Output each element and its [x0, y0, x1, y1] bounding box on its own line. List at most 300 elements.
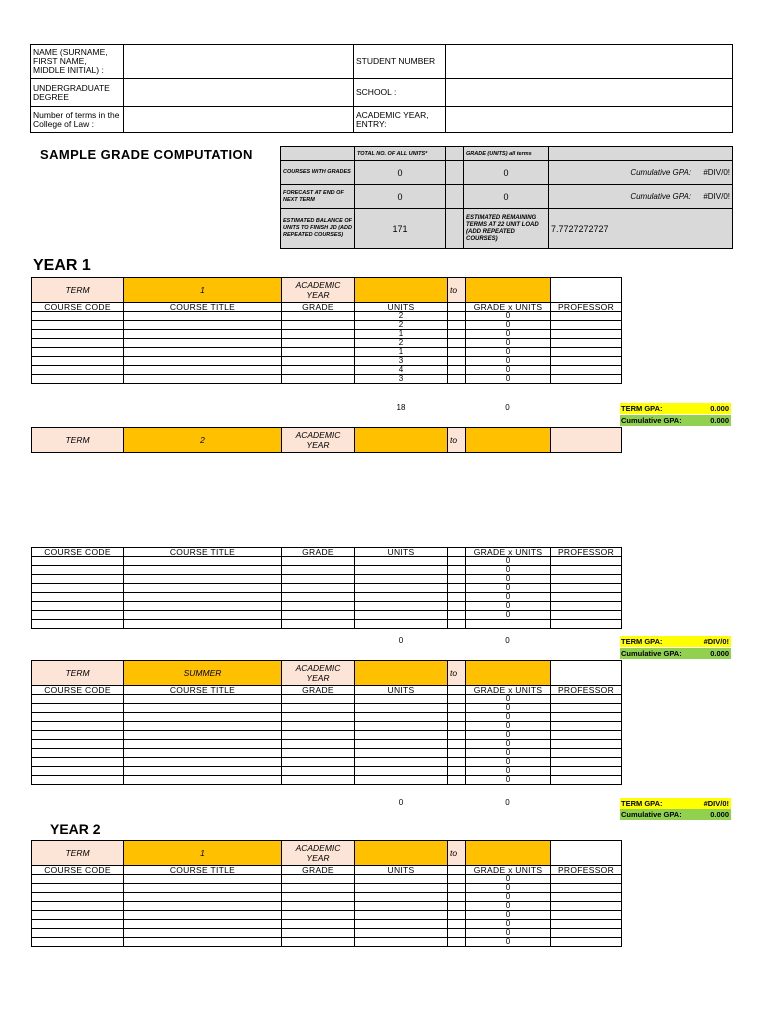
y2t1-ay-to[interactable]	[466, 841, 551, 866]
y1s-grade-cell[interactable]	[282, 731, 355, 740]
y1s-gxu-cell: 0	[466, 758, 551, 767]
y2t1-grade-cell[interactable]	[282, 938, 355, 947]
y2t1-professor-cell[interactable]	[551, 893, 622, 902]
y1s-professor-cell[interactable]	[551, 731, 622, 740]
y1t1-units-cell: 2	[355, 339, 448, 348]
y1t2-course-code-cell[interactable]	[32, 566, 124, 575]
balance-units-value: 171	[355, 209, 446, 249]
y1t2-ay-label: ACADEMIC YEAR	[282, 428, 355, 453]
y1s-total-units: 0	[398, 798, 404, 807]
y1t1-professor-cell[interactable]	[551, 312, 622, 321]
y2t1-professor-cell[interactable]	[551, 902, 622, 911]
table-row	[32, 593, 622, 602]
y1t1-spacer-cell	[448, 348, 466, 357]
y2t1-grade-cell[interactable]	[282, 929, 355, 938]
y1t2-grade-cell[interactable]	[282, 620, 355, 629]
y1t1-professor-cell[interactable]	[551, 321, 622, 330]
y1t2-col-professor: PROFESSOR	[551, 548, 622, 557]
y2t1-spacer-cell	[448, 884, 466, 893]
y1t2-course-code-cell[interactable]	[32, 557, 124, 566]
y1s-grade-cell[interactable]	[282, 758, 355, 767]
y1s-units-cell	[355, 740, 448, 749]
courses-grade-units-value: 0	[464, 161, 549, 185]
y1s-course-code-cell[interactable]	[32, 758, 124, 767]
y1t2-total-units: 0	[398, 636, 404, 645]
y1t2-col-course-title: COURSE TITLE	[124, 548, 282, 557]
y2t1-course-code-cell[interactable]	[32, 929, 124, 938]
y1t2-grade-cell[interactable]	[282, 584, 355, 593]
y1t1-course-title-cell[interactable]	[124, 375, 282, 384]
y1t1-gxu-cell: 0	[466, 330, 551, 339]
y2t1-course-title-cell[interactable]	[124, 920, 282, 929]
y1s-course-code-cell[interactable]	[32, 695, 124, 704]
y1t2-professor-cell[interactable]	[551, 620, 622, 629]
y1s-course-title-cell[interactable]	[124, 713, 282, 722]
y1t1-grade-cell[interactable]	[282, 357, 355, 366]
y1s-col-gxu: GRADE x UNITS	[466, 686, 551, 695]
table-row	[32, 695, 622, 704]
y1t1-course-code-cell[interactable]	[32, 366, 124, 375]
y1s-ay-from[interactable]	[355, 661, 448, 686]
table-row	[32, 758, 622, 767]
y1t2-gxu-cell: 0	[466, 557, 551, 566]
forecast-grade-units-value: 0	[464, 185, 549, 209]
y1t2-professor-cell[interactable]	[551, 575, 622, 584]
y1s-spacer-cell	[448, 704, 466, 713]
y1t2-course-title-cell[interactable]	[124, 575, 282, 584]
y1s-spacer-cell	[448, 776, 466, 785]
y1t2-units-cell	[355, 575, 448, 584]
y1t2-col-course-code: COURSE CODE	[32, 548, 124, 557]
table-row	[32, 584, 622, 593]
y1t1-course-title-cell[interactable]	[124, 321, 282, 330]
y2-term1-table	[31, 840, 622, 947]
y2t1-course-code-cell[interactable]	[32, 893, 124, 902]
table-row	[32, 740, 622, 749]
school-label: SCHOOL :	[354, 79, 446, 107]
y1t1-course-title-cell[interactable]	[124, 339, 282, 348]
y1t1-professor-cell[interactable]	[551, 375, 622, 384]
y1t1-professor-cell[interactable]	[551, 339, 622, 348]
y1t1-spacer-cell	[448, 375, 466, 384]
y1s-professor-cell[interactable]	[551, 704, 622, 713]
term-gpa-value: #DIV/0!	[703, 799, 729, 808]
student-number-field[interactable]	[446, 45, 733, 79]
y1s-professor-cell[interactable]	[551, 713, 622, 722]
cum-gpa-value: 0.000	[710, 416, 729, 425]
academic-year-entry-field[interactable]	[446, 107, 733, 133]
y1t1-course-code-cell[interactable]	[32, 330, 124, 339]
y1t1-course-title-cell[interactable]	[124, 357, 282, 366]
y1s-course-title-cell[interactable]	[124, 740, 282, 749]
name-field[interactable]	[124, 45, 354, 79]
y1t2-professor-cell[interactable]	[551, 602, 622, 611]
grade-units-header: GRADE (UNITS) all terms	[464, 147, 549, 161]
y1-term2-table	[31, 547, 622, 629]
y1s-grade-cell[interactable]	[282, 713, 355, 722]
y1t1-course-code-cell[interactable]	[32, 348, 124, 357]
cum-gpa-value: 0.000	[710, 810, 729, 819]
y1t1-course-title-cell[interactable]	[124, 312, 282, 321]
y1t2-term-number: 2	[124, 428, 282, 453]
y1t1-grade-cell[interactable]	[282, 348, 355, 357]
y1t2-professor-cell[interactable]	[551, 566, 622, 575]
y1s-spacer-cell	[448, 749, 466, 758]
y1s-professor-cell[interactable]	[551, 776, 622, 785]
y1t1-grade-cell[interactable]	[282, 312, 355, 321]
y1t2-professor-cell[interactable]	[551, 611, 622, 620]
y2t1-gxu-cell: 0	[466, 875, 551, 884]
y2t1-grade-cell[interactable]	[282, 911, 355, 920]
y1t2-gxu-cell: 0	[466, 611, 551, 620]
y1s-course-title-cell[interactable]	[124, 767, 282, 776]
y1t1-course-title-cell[interactable]	[124, 366, 282, 375]
y1t1-professor-cell[interactable]	[551, 366, 622, 375]
y1s-course-title-cell[interactable]	[124, 776, 282, 785]
table-row	[32, 566, 622, 575]
y1s-gxu-cell: 0	[466, 776, 551, 785]
y1s-units-cell	[355, 767, 448, 776]
y2t1-professor-cell[interactable]	[551, 929, 622, 938]
y1t2-gxu-cell	[466, 620, 551, 629]
y1s-units-cell	[355, 713, 448, 722]
y1t1-ay-from[interactable]	[355, 278, 448, 303]
y1t1-col-grade: GRADE	[282, 303, 355, 312]
student-number-label: STUDENT NUMBER	[354, 45, 446, 79]
y2t1-course-code-cell[interactable]	[32, 920, 124, 929]
y2t1-ay-from[interactable]	[355, 841, 448, 866]
year-2-title: YEAR 2	[50, 821, 101, 837]
y1t2-ay-from[interactable]	[355, 428, 448, 453]
y1s-course-title-cell[interactable]	[124, 758, 282, 767]
y1t2-course-title-cell[interactable]	[124, 611, 282, 620]
y2t1-professor-cell[interactable]	[551, 884, 622, 893]
y1s-grade-cell[interactable]	[282, 704, 355, 713]
y1s-course-code-cell[interactable]	[32, 704, 124, 713]
y1t2-professor-cell[interactable]	[551, 593, 622, 602]
y1t2-ay-to[interactable]	[466, 428, 551, 453]
y1s-grade-cell[interactable]	[282, 767, 355, 776]
y1s-course-code-cell[interactable]	[32, 722, 124, 731]
y2t1-grade-cell[interactable]	[282, 902, 355, 911]
y1t1-ay-label: ACADEMIC YEAR	[282, 278, 355, 303]
y1s-course-code-cell[interactable]	[32, 749, 124, 758]
y1s-gxu-cell: 0	[466, 722, 551, 731]
undergrad-field[interactable]	[124, 79, 354, 107]
y1s-course-code-cell[interactable]	[32, 767, 124, 776]
y1s-course-title-cell[interactable]	[124, 731, 282, 740]
y1t1-professor-cell[interactable]	[551, 357, 622, 366]
y1t2-spacer-cell	[448, 584, 466, 593]
y1t1-to-label: to	[448, 278, 466, 303]
courses-with-grades-label: COURSES WITH GRADES	[281, 161, 355, 185]
y1t2-grade-cell[interactable]	[282, 575, 355, 584]
y1s-grade-cell[interactable]	[282, 749, 355, 758]
y1s-total-gxu: 0	[505, 798, 510, 807]
y2t1-spacer-cell	[448, 902, 466, 911]
y1t2-spacer-cell	[448, 557, 466, 566]
y1s-units-cell	[355, 695, 448, 704]
y1t1-course-code-cell[interactable]	[32, 339, 124, 348]
y1s-gxu-cell: 0	[466, 704, 551, 713]
y1s-course-title-cell[interactable]	[124, 749, 282, 758]
y2t1-grade-cell[interactable]	[282, 875, 355, 884]
terms-field[interactable]	[124, 107, 354, 133]
y1t1-spacer-cell	[448, 357, 466, 366]
y1s-professor-cell[interactable]	[551, 695, 622, 704]
y1t2-course-code-cell[interactable]	[32, 602, 124, 611]
table-row	[32, 884, 622, 893]
y1t1-course-code-cell[interactable]	[32, 357, 124, 366]
school-field[interactable]	[446, 79, 733, 107]
y1t2-course-title-cell[interactable]	[124, 620, 282, 629]
y1s-grade-cell[interactable]	[282, 722, 355, 731]
y2t1-units-cell	[355, 929, 448, 938]
y1t1-col-course-title: COURSE TITLE	[124, 303, 282, 312]
y1t2-gxu-cell: 0	[466, 602, 551, 611]
y1t1-units-cell: 1	[355, 330, 448, 339]
y1t1-units-cell: 2	[355, 321, 448, 330]
y1t2-course-code-cell[interactable]	[32, 593, 124, 602]
y2t1-units-cell	[355, 911, 448, 920]
y2t1-professor-cell[interactable]	[551, 920, 622, 929]
y2t1-grade-cell[interactable]	[282, 920, 355, 929]
y1s-spacer-cell	[448, 722, 466, 731]
y1t1-term-gpa	[620, 403, 731, 414]
table-row	[32, 366, 622, 375]
y2t1-units-cell	[355, 920, 448, 929]
y2t1-professor-cell[interactable]	[551, 911, 622, 920]
y1s-course-code-cell[interactable]	[32, 776, 124, 785]
y1s-professor-cell[interactable]	[551, 740, 622, 749]
y1s-spacer-cell	[448, 695, 466, 704]
y1t2-units-cell	[355, 566, 448, 575]
y2t1-course-code-cell[interactable]	[32, 875, 124, 884]
y1t1-professor-cell[interactable]	[551, 330, 622, 339]
y1t1-gxu-cell: 0	[466, 357, 551, 366]
y1t2-grade-cell[interactable]	[282, 593, 355, 602]
y1t2-course-code-cell[interactable]	[32, 584, 124, 593]
year-1-title: YEAR 1	[33, 257, 91, 274]
y2t1-spacer-cell	[448, 938, 466, 947]
cum-gpa-value: 0.000	[710, 649, 729, 658]
y1t1-grade-cell[interactable]	[282, 339, 355, 348]
y1s-ay-to[interactable]	[466, 661, 551, 686]
y1t2-grade-cell[interactable]	[282, 602, 355, 611]
table-row	[32, 704, 622, 713]
y1s-spacer-cell	[448, 758, 466, 767]
y1s-grade-cell[interactable]	[282, 740, 355, 749]
y2t1-term-label: TERM	[32, 841, 124, 866]
balance-label: ESTIMATED BALANCE OF UNITS TO FINISH JD (ADD REPEATED COURSES)	[281, 209, 355, 249]
y1t1-grade-cell[interactable]	[282, 321, 355, 330]
undergrad-label: UNDERGRADUATE DEGREE	[31, 79, 124, 107]
table-row	[32, 938, 622, 947]
y1s-units-cell	[355, 749, 448, 758]
y2t1-spacer-cell	[448, 893, 466, 902]
y1t2-course-title-cell[interactable]	[124, 602, 282, 611]
y2t1-course-title-cell[interactable]	[124, 911, 282, 920]
y1s-gxu-cell: 0	[466, 695, 551, 704]
y1t2-professor-cell[interactable]	[551, 584, 622, 593]
y2t1-course-code-cell[interactable]	[32, 938, 124, 947]
y1s-gxu-cell: 0	[466, 731, 551, 740]
y2t1-course-title-cell[interactable]	[124, 875, 282, 884]
y1t2-course-code-cell[interactable]	[32, 575, 124, 584]
y2t1-gxu-cell: 0	[466, 911, 551, 920]
y1t1-grade-cell[interactable]	[282, 330, 355, 339]
y1t2-course-title-cell[interactable]	[124, 593, 282, 602]
y2t1-gxu-cell: 0	[466, 902, 551, 911]
y2t1-ay-label: ACADEMIC YEAR	[282, 841, 355, 866]
y1s-course-title-cell[interactable]	[124, 704, 282, 713]
sample-grade-title: SAMPLE GRADE COMPUTATION	[40, 147, 253, 162]
y1-term2-header	[31, 427, 622, 453]
y2t1-course-title-cell[interactable]	[124, 884, 282, 893]
y1t2-grade-cell[interactable]	[282, 557, 355, 566]
name-label: NAME (SURNAME, FIRST NAME, MIDDLE INITIAL) :	[31, 45, 124, 79]
y1t1-course-title-cell[interactable]	[124, 330, 282, 339]
y1t1-gxu-cell: 0	[466, 339, 551, 348]
y1t1-gxu-cell: 0	[466, 348, 551, 357]
table-row	[32, 357, 622, 366]
y2t1-grade-cell[interactable]	[282, 884, 355, 893]
cum-gpa-label-1: Cumulative GPA:	[630, 168, 692, 177]
term-gpa-label: TERM GPA:	[621, 799, 663, 808]
y1t1-gxu-cell: 0	[466, 375, 551, 384]
y1t1-ay-to[interactable]	[466, 278, 551, 303]
y1t2-spacer-cell	[448, 566, 466, 575]
y1t1-course-code-cell[interactable]	[32, 375, 124, 384]
y1s-gxu-cell: 0	[466, 749, 551, 758]
y1t2-spacer-cell	[448, 602, 466, 611]
y1t2-to-label: to	[448, 428, 466, 453]
y2t1-course-code-cell[interactable]	[32, 902, 124, 911]
y2t1-professor-cell[interactable]	[551, 875, 622, 884]
y1s-term-label: TERM	[32, 661, 124, 686]
y1t1-spacer-cell	[448, 366, 466, 375]
courses-units-value: 0	[355, 161, 446, 185]
y2t1-course-title-cell[interactable]	[124, 929, 282, 938]
table-row	[32, 875, 622, 884]
y1s-term-gpa	[620, 798, 731, 809]
y1s-grade-cell[interactable]	[282, 695, 355, 704]
y1s-col-units: UNITS	[355, 686, 448, 695]
y1s-professor-cell[interactable]	[551, 722, 622, 731]
y1t2-course-title-cell[interactable]	[124, 557, 282, 566]
y2t1-units-cell	[355, 884, 448, 893]
y1s-term-number: SUMMER	[124, 661, 282, 686]
table-row	[32, 602, 622, 611]
y1t2-gxu-cell: 0	[466, 575, 551, 584]
y1s-course-code-cell[interactable]	[32, 740, 124, 749]
summary-table	[280, 146, 733, 249]
y1s-professor-cell[interactable]	[551, 749, 622, 758]
table-row	[32, 611, 622, 620]
cum-gpa-value-1: #DIV/0!	[703, 168, 730, 177]
y1s-course-title-cell[interactable]	[124, 722, 282, 731]
y1s-course-title-cell[interactable]	[124, 695, 282, 704]
y2t1-course-code-cell[interactable]	[32, 884, 124, 893]
y1t2-spacer-cell	[448, 575, 466, 584]
y2t1-term-number: 1	[124, 841, 282, 866]
cum-gpa-label: Cumulative GPA:	[621, 416, 682, 425]
cum-gpa-label-2: Cumulative GPA:	[630, 192, 692, 201]
table-row	[32, 321, 622, 330]
y2t1-course-title-cell[interactable]	[124, 893, 282, 902]
y1t1-grade-cell[interactable]	[282, 366, 355, 375]
y1s-gxu-cell: 0	[466, 767, 551, 776]
y1t2-course-code-cell[interactable]	[32, 620, 124, 629]
y2t1-course-title-cell[interactable]	[124, 902, 282, 911]
y2t1-gxu-cell: 0	[466, 884, 551, 893]
y1t1-course-title-cell[interactable]	[124, 348, 282, 357]
y1s-spacer-cell	[448, 740, 466, 749]
y2t1-grade-cell[interactable]	[282, 893, 355, 902]
total-units-header: TOTAL NO. OF ALL UNITS*	[355, 147, 446, 161]
y1s-professor-cell[interactable]	[551, 767, 622, 776]
y1t1-course-code-cell[interactable]	[32, 321, 124, 330]
y2t1-col-course-title: COURSE TITLE	[124, 866, 282, 875]
y1t2-grade-cell[interactable]	[282, 566, 355, 575]
y1t1-units-cell: 2	[355, 312, 448, 321]
table-row	[32, 722, 622, 731]
y2t1-spacer-cell	[448, 920, 466, 929]
y2t1-course-title-cell[interactable]	[124, 938, 282, 947]
cum-gpa-label: Cumulative GPA:	[621, 649, 682, 658]
y1t2-units-cell	[355, 557, 448, 566]
y1t1-col-professor: PROFESSOR	[551, 303, 622, 312]
y1s-units-cell	[355, 722, 448, 731]
y1t2-professor-cell[interactable]	[551, 557, 622, 566]
y1t2-spacer-cell	[448, 593, 466, 602]
y1t1-total-units: 18	[396, 403, 406, 412]
y2t1-professor-cell[interactable]	[551, 938, 622, 947]
y2t1-course-code-cell[interactable]	[32, 911, 124, 920]
y1s-grade-cell[interactable]	[282, 776, 355, 785]
forecast-units-value: 0	[355, 185, 446, 209]
y1t1-grade-cell[interactable]	[282, 375, 355, 384]
y1s-course-code-cell[interactable]	[32, 731, 124, 740]
table-row	[32, 575, 622, 584]
y1t2-term-gpa	[620, 636, 731, 647]
y1t2-course-code-cell[interactable]	[32, 611, 124, 620]
y1s-professor-cell[interactable]	[551, 758, 622, 767]
y1t1-col-gxu: GRADE x UNITS	[466, 303, 551, 312]
y2t1-spacer-cell	[448, 875, 466, 884]
y1t1-gxu-cell: 0	[466, 312, 551, 321]
y1s-units-cell	[355, 731, 448, 740]
y1t1-professor-cell[interactable]	[551, 348, 622, 357]
y1s-course-code-cell[interactable]	[32, 713, 124, 722]
y2t1-spacer-cell	[448, 929, 466, 938]
y1t2-grade-cell[interactable]	[282, 611, 355, 620]
y1t2-course-title-cell[interactable]	[124, 584, 282, 593]
y1s-col-grade: GRADE	[282, 686, 355, 695]
table-row	[32, 348, 622, 357]
table-row	[32, 911, 622, 920]
table-row	[32, 620, 622, 629]
y1t2-course-title-cell[interactable]	[124, 566, 282, 575]
remaining-terms-value: 7.7727272727	[549, 209, 733, 249]
y1t1-units-cell: 4	[355, 366, 448, 375]
y1t1-course-code-cell[interactable]	[32, 312, 124, 321]
table-row	[32, 902, 622, 911]
y1t1-gxu-cell: 0	[466, 366, 551, 375]
y1t1-col-units: UNITS	[355, 303, 448, 312]
remaining-terms-label: ESTIMATED REMAINING TERMS AT 22 UNIT LOAD (ADD REPEATED COURSES)	[464, 209, 549, 249]
y2t1-units-cell	[355, 902, 448, 911]
